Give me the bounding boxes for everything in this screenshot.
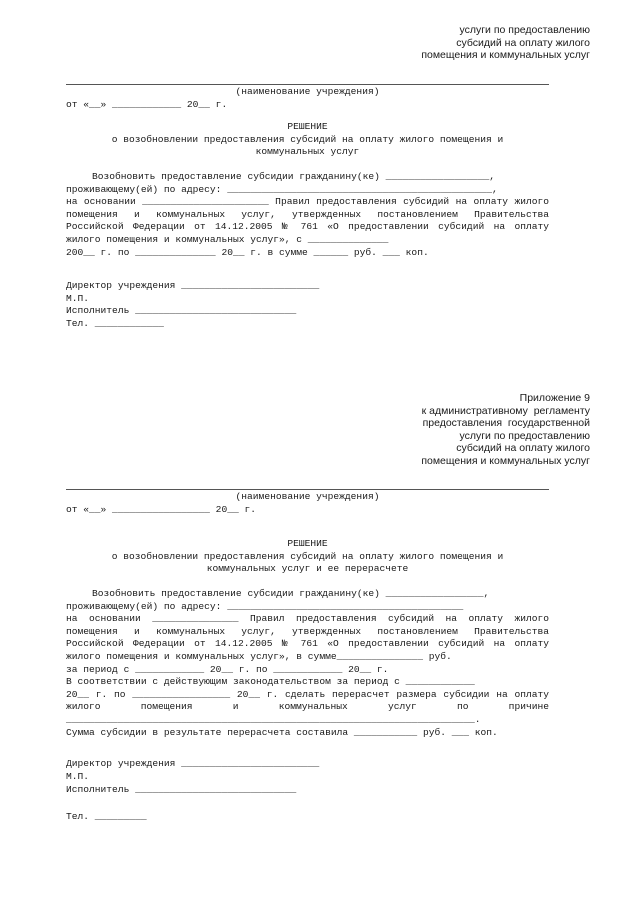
body-line: В соответствии с действующим законодательством за период с ____________: [66, 676, 475, 688]
institution-caption: (наименование учреждения): [235, 491, 380, 502]
body-paragraph: 20__ г. по _________________ 20__ г. сделать перерасчет размера субсидии на оплату жилого помещения и коммунальных услуг по причине _______________________________________________________________________.: [66, 688, 549, 725]
body-line: Сумма субсидии в результате перерасчета составила ___________ руб. ___ коп.: [66, 726, 498, 738]
decision-subtitle: о возобновлении предоставления субсидий на оплату жилого помещения и: [111, 550, 504, 562]
form1-heading: [66, 121, 549, 159]
body-line: проживающему(ей) по адресу: _________________________________________: [66, 600, 464, 612]
body-line: Возобновить предоставление субсидии гражданину(ке) __________________,: [92, 171, 496, 182]
appendix-line: предоставления государственной: [422, 417, 590, 429]
date-line: от «__» _________________ 20__ г.: [66, 504, 256, 515]
signature-phone: Тел. ____________: [66, 317, 164, 329]
decision-subtitle: коммунальных услуг и ее перерасчете: [206, 563, 409, 575]
form2-body: [66, 588, 549, 739]
signature-stamp: М.П.: [66, 770, 90, 782]
appendix-line: Приложение 9: [519, 392, 590, 404]
appendix-line: субсидий на оплату жилого: [456, 442, 590, 454]
date-line: от «__» ____________ 20__ г.: [66, 99, 228, 110]
form1-body: [66, 171, 549, 259]
top-header-line: услуги по предоставлению: [459, 24, 590, 36]
appendix-line: услуги по предоставлению: [459, 429, 590, 442]
body-line: Возобновить предоставление субсидии гражданину(ке) _________________,: [92, 588, 490, 599]
form1-signatures: [66, 280, 319, 330]
institution-rule: [66, 84, 549, 85]
signature-executor: Исполнитель ____________________________: [66, 784, 297, 796]
appendix-line: помещения и коммунальных услуг: [421, 454, 590, 467]
signature-director: Директор учреждения ________________________: [66, 758, 320, 769]
decision-subtitle: о возобновлении предоставления субсидий на оплату жилого помещения и: [111, 133, 504, 145]
institution-rule: [66, 489, 549, 490]
signature-phone: Тел. _________: [66, 810, 147, 822]
body-paragraph: на основании ______________________ Правил предоставления субсидий на оплату жилого помещения и коммунальных услуг, утвержденных постановлением Правительства Российской Федерации от 14.12.2005 № 761 «О предоставлении субсидий на оплату жилого помещения и коммунальных услуг», с ______________: [66, 196, 549, 245]
decision-subtitle: коммунальных услуг: [255, 146, 360, 158]
body-line: проживающему(ей) по адресу: ______________________________________________,: [66, 183, 498, 195]
signature-executor: Исполнитель ____________________________: [66, 305, 297, 317]
body-line: 200__ г. по ______________ 20__ г. в сумме ______ руб. ___ коп.: [66, 246, 429, 258]
signature-stamp: М.П.: [66, 292, 90, 304]
top-header-line: помещения и коммунальных услуг: [421, 49, 590, 61]
decision-title: РЕШЕНИЕ: [287, 121, 328, 132]
top-header: [330, 24, 590, 62]
body-line: за период с ____________ 20__ г. по ____________ 20__ г.: [66, 663, 389, 675]
appendix-line: к административному регламенту: [421, 404, 590, 417]
appendix-header: [330, 392, 590, 467]
signature-director: Директор учреждения ________________________: [66, 280, 320, 291]
institution-caption: (наименование учреждения): [235, 86, 380, 97]
form2-signatures: [66, 758, 319, 823]
form2-heading: [66, 538, 549, 576]
decision-title: РЕШЕНИЕ: [287, 538, 328, 549]
body-paragraph: на основании _______________ Правил предоставления субсидий на оплату жилого помещения и коммунальных услуг, утвержденных постановлением Правительства Российской Федерации от 14.12.2005 № 761 «О предоставлении субсидий на оплату жилого помещения и коммунальных услуг», в сумме_______________ руб.: [66, 613, 549, 662]
top-header-line: субсидий на оплату жилого: [456, 36, 590, 49]
